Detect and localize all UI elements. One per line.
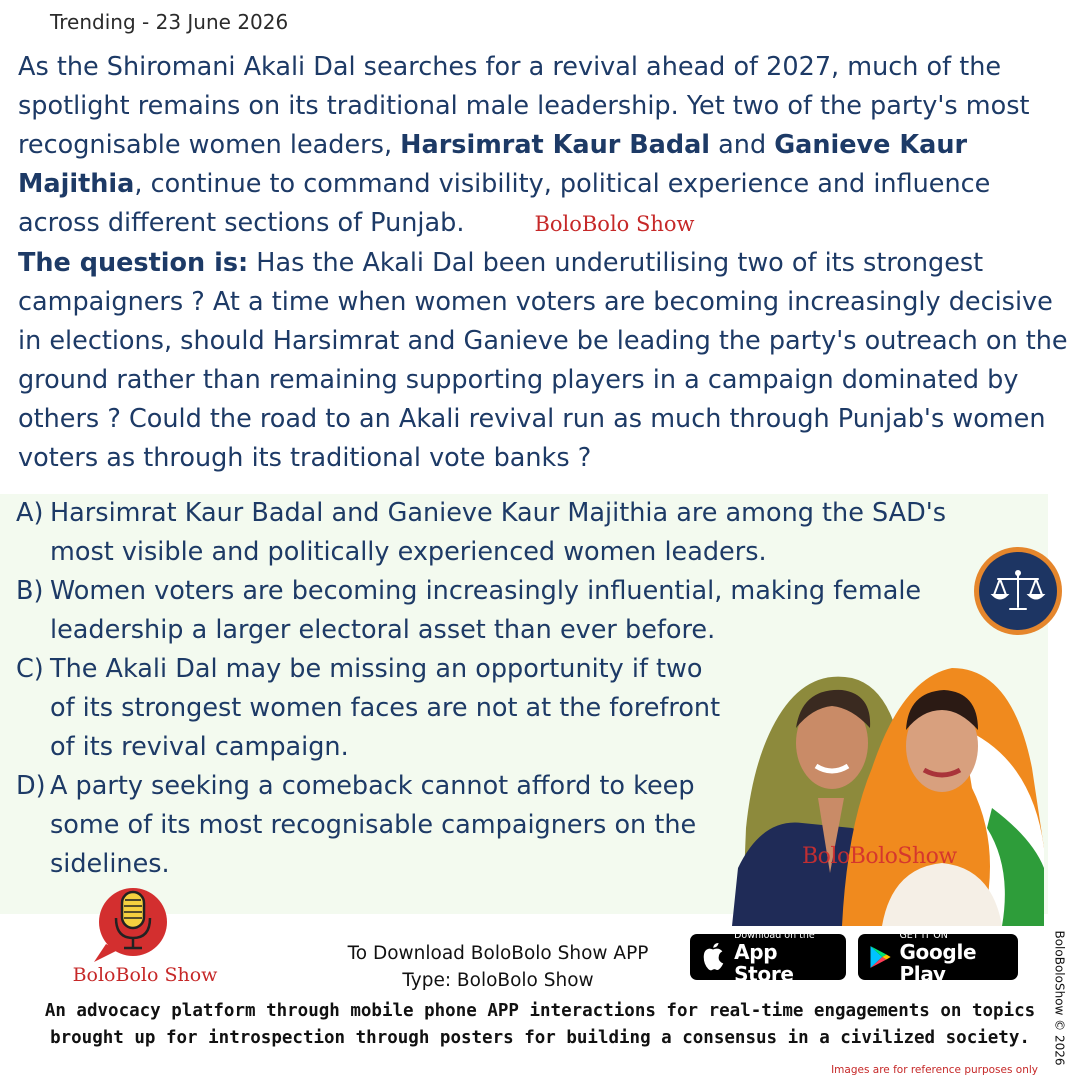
- copyright-vertical: [1050, 928, 1070, 1068]
- copyright-text: BoloBoloShow © 2026: [1053, 930, 1068, 1066]
- advocacy-statement: [20, 998, 1060, 1052]
- leaders-photo: [732, 648, 1044, 926]
- option-line: A party seeking a comeback cannot afford to keep: [50, 771, 695, 801]
- google-play-small: GET IT ON: [899, 929, 948, 941]
- download-instructions: [320, 940, 676, 994]
- option-key: D): [16, 771, 46, 801]
- leaders-illustration: [732, 648, 1044, 926]
- download-line: To Download BoloBolo Show APP: [347, 943, 649, 964]
- intro-part: As the Shiromani Akali Dal searches for a revival ahead of 2027, much of the spotlight remains on its traditional male leadership. Yet two of the party's most recognisable women leaders,: [18, 52, 1030, 160]
- trending-date: Trending - 23 June 2026: [50, 10, 289, 34]
- question-label: The question is:: [18, 248, 249, 278]
- option-d[interactable]: [16, 767, 696, 884]
- app-store-big: App Store: [734, 939, 794, 986]
- option-line: sidelines.: [50, 849, 170, 879]
- advocacy-line: An advocacy platform through mobile phone APP interactions for real-time engagements on topics: [44, 1001, 1036, 1021]
- app-store-button[interactable]: [690, 929, 846, 986]
- leader-name-harsimrat: Harsimrat Kaur Badal: [400, 130, 711, 160]
- option-line: Women voters are becoming increasingly influential, making female: [50, 576, 922, 606]
- google-play-big: Google Play: [899, 939, 977, 986]
- scales-of-justice-badge: [974, 547, 1062, 635]
- option-b[interactable]: [16, 572, 921, 650]
- google-play-icon: [868, 942, 891, 972]
- brand-logo: [70, 878, 220, 990]
- photo-watermark: BoloBoloShow: [802, 844, 957, 869]
- option-line: some of its most recognisable campaigners on the: [50, 810, 697, 840]
- disclaimer: Images are for reference purposes only: [831, 1064, 1038, 1076]
- option-line: of its strongest women faces are not at the forefront: [50, 693, 721, 723]
- option-a[interactable]: [16, 494, 946, 572]
- download-line: Type: BoloBolo Show: [402, 970, 594, 991]
- option-key: C): [16, 654, 44, 684]
- intro-part: , continue to command visibility, political experience and influence across different sections of Punjab.: [18, 169, 991, 238]
- option-line: most visible and politically experienced women leaders.: [50, 537, 767, 567]
- intro-text: [18, 48, 1068, 478]
- option-key: B): [16, 576, 44, 606]
- scales-icon: [990, 569, 1046, 613]
- option-line: leadership a larger electoral asset than ever before.: [50, 615, 716, 645]
- question-text: Has the Akali Dal been underutilising two of its strongest campaigners ? At a time when women voters are becoming increasingly decisive in elections, should Harsimrat and Ganieve be leading the party's outreach on the ground rather than remaining supporting players in a campaign dominated by others ? Could the road to an Akali revival run as much through Punjab's women voters as through its traditional vote banks ?: [18, 248, 1068, 473]
- option-line: The Akali Dal may be missing an opportunity if two: [50, 654, 703, 684]
- option-c[interactable]: [16, 650, 720, 767]
- google-play-button[interactable]: [858, 929, 1018, 986]
- advocacy-line: brought up for introspection through posters for building a consensus in a civilized society.: [50, 1028, 1030, 1048]
- apple-icon: [700, 941, 726, 973]
- app-store-small: Download on the: [734, 929, 815, 941]
- option-line: of its revival campaign.: [50, 732, 349, 762]
- brand-logo-text: BoloBolo Show: [72, 964, 218, 986]
- microphone-icon: [70, 878, 220, 966]
- brand-watermark: BoloBolo Show: [534, 212, 695, 236]
- leader-name-ganieve: Ganieve Kaur Majithia: [18, 130, 968, 199]
- intro-part: and: [710, 130, 775, 160]
- option-key: A): [16, 498, 44, 528]
- option-line: Harsimrat Kaur Badal and Ganieve Kaur Majithia are among the SAD's: [50, 498, 947, 528]
